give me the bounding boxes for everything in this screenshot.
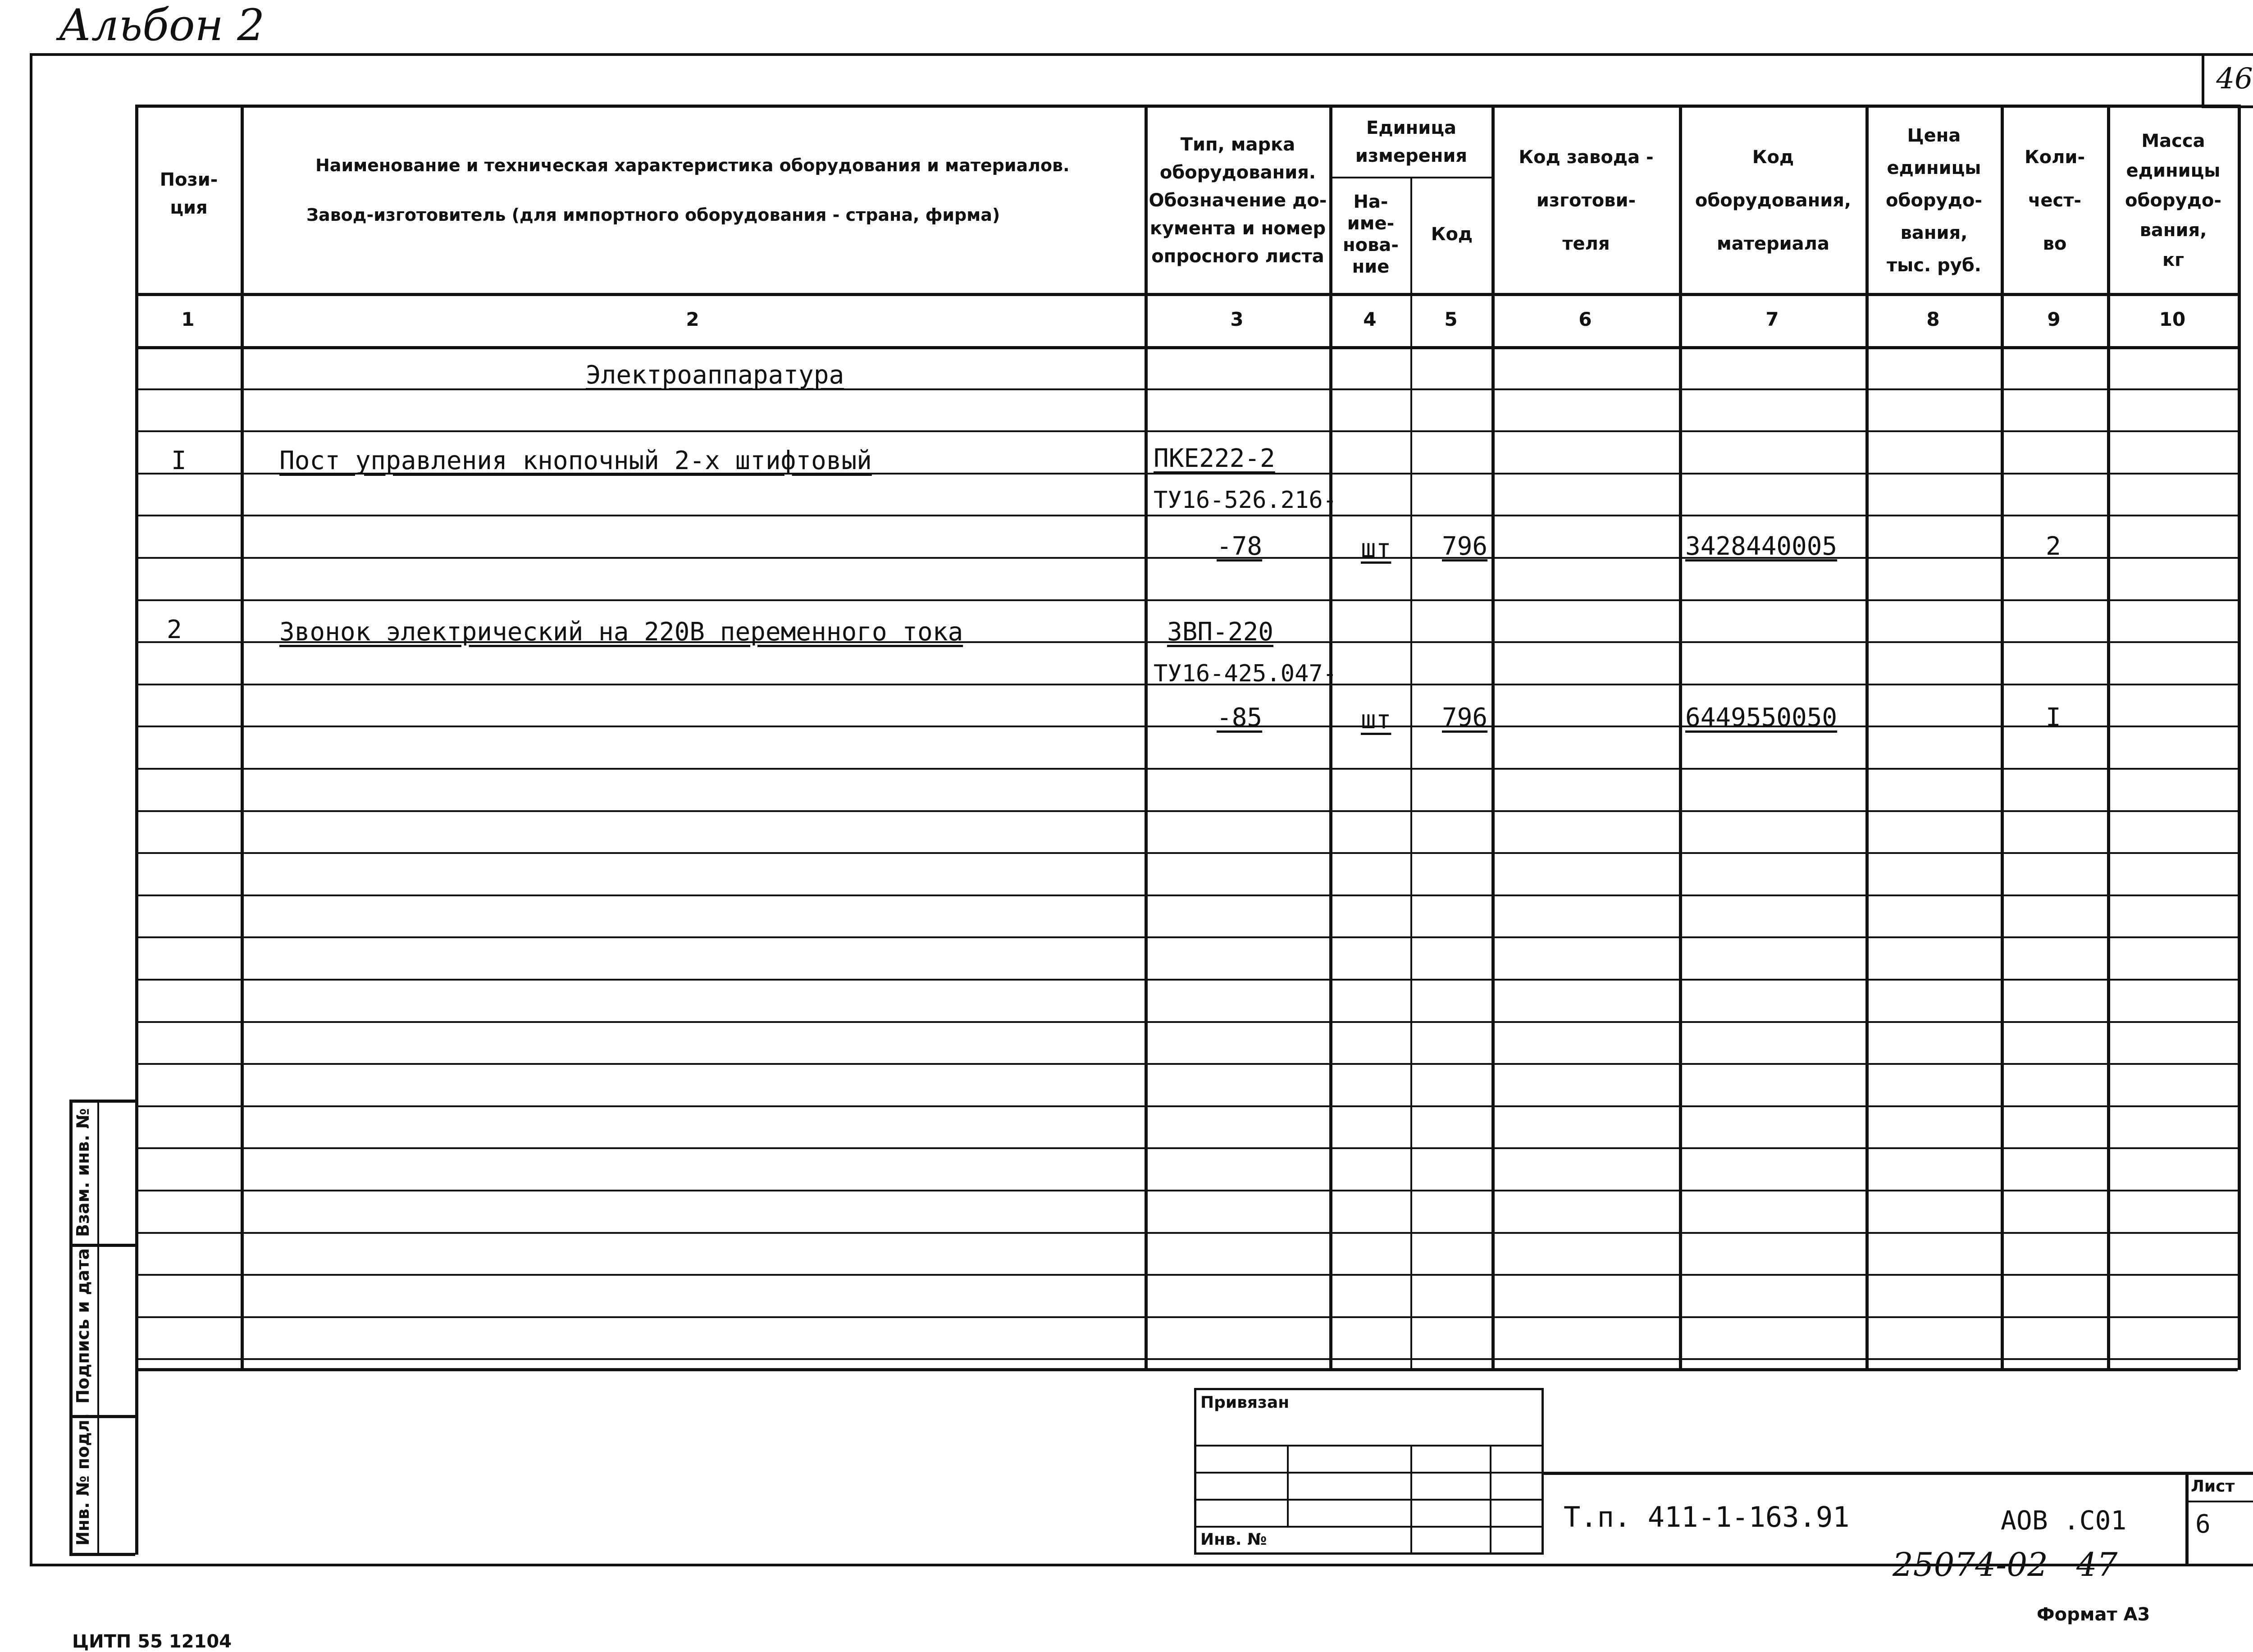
project-code <box>1564 1501 1850 1533</box>
header-unit-group: Единица измерения <box>1355 118 1468 166</box>
table-row-line <box>135 1190 2238 1191</box>
inv-label: Инв. № <box>1200 1530 1267 1549</box>
table-row-line <box>135 599 2238 601</box>
table-row-line <box>135 894 2238 896</box>
side-replacement-inv: Взам. инв. № <box>73 1108 93 1237</box>
table-row-line <box>135 810 2238 812</box>
header-name-line1: Наименование и техническая характеристика оборудования и материалов. <box>315 155 1070 175</box>
column-number-2: 2 <box>686 308 699 330</box>
header-price: Цена единицы оборудо- вания, тыс. руб. <box>1886 125 1982 276</box>
header-name-line2: Завод-изготовитель (для импортного оборудования - страна, фирма) <box>306 205 1000 225</box>
header-equipment-code: Код оборудования, материала <box>1695 147 1852 254</box>
column-number-6: 6 <box>1578 308 1592 330</box>
column-number-4: 4 <box>1363 308 1377 330</box>
header-unit-name: На- име- нова- ние <box>1342 192 1399 277</box>
print-stamp: ЦИТП 55 12104 <box>72 1631 232 1652</box>
archive-number: 25074-02 47 <box>1893 1546 2118 1584</box>
item-1-equipment-code: 3428440005 <box>1685 532 1838 561</box>
column-number-8: 8 <box>1926 308 1940 330</box>
item-1-unit-code: 796 <box>1442 532 1488 561</box>
album-note: Альбон 2 <box>59 0 265 50</box>
table-row-line <box>135 1063 2238 1065</box>
item-2-unit-name: шт <box>1361 705 1391 735</box>
side-inv-orig: Инв. № подл. <box>73 1413 93 1546</box>
sheet-number: 6 <box>2195 1510 2211 1539</box>
item-2-equipment-code: 6449550050 <box>1685 703 1838 732</box>
item-2-type-line-1: ЗВП-220 <box>1167 617 1274 647</box>
item-1-unit-name: шт <box>1361 534 1391 563</box>
table-row-line <box>135 430 2238 432</box>
item-1-quantity: 2 <box>2046 532 2061 561</box>
table-row-line <box>135 515 2238 516</box>
project-code-text: Т.п. 411-1-163.91 <box>1564 1501 1850 1533</box>
header-type: Тип, марка оборудования. Обозначение до- кумента и номер опросного листа <box>1149 134 1327 267</box>
header-position: Пози- ция <box>160 169 218 218</box>
column-number-3: 3 <box>1230 308 1244 330</box>
column-number-5: 5 <box>1444 308 1458 330</box>
item-1-type-line-2: ТУ16-526.216- <box>1154 487 1337 514</box>
table-row-line <box>135 1358 2238 1360</box>
header-factory-code: Код завода - изготови- теля <box>1519 147 1654 254</box>
table-row-line <box>135 979 2238 981</box>
column-number-1: 1 <box>181 308 195 330</box>
item-2-type-line-2: ТУ16-425.047- <box>1154 660 1337 687</box>
column-number-7: 7 <box>1765 308 1779 330</box>
item-2-quantity: I <box>2046 703 2061 732</box>
table-row-line <box>135 936 2238 938</box>
header-quantity: Коли- чест- во <box>2024 147 2085 254</box>
doc-code: АОВ .С01 <box>2001 1505 2127 1536</box>
item-1-type-line-1: ПКЕ222-2 <box>1154 444 1275 473</box>
format-label: Формат А3 <box>2037 1604 2150 1625</box>
table-row-line <box>135 1274 2238 1276</box>
page-number: 46 <box>2216 62 2253 96</box>
table-row-line <box>135 1105 2238 1107</box>
column-number-9: 9 <box>2047 308 2061 330</box>
item-1-type-line-3: -78 <box>1217 532 1263 561</box>
header-mass: Масса единицы оборудо- вания, кг <box>2125 131 2221 270</box>
table-row-line <box>135 726 2238 727</box>
table-row-line <box>135 768 2238 770</box>
sheet-label: Лист <box>2191 1477 2235 1496</box>
table-row-line <box>135 1232 2238 1234</box>
item-2-name: Звонок электрический на 220В переменного тока <box>279 617 963 647</box>
table-row-line <box>135 557 2238 559</box>
item-1-name: Пост управления кнопочный 2-х штифтовый <box>279 446 872 475</box>
item-1-position: I <box>171 446 187 475</box>
item-2-unit-code: 796 <box>1442 703 1488 732</box>
table-row-line <box>135 1021 2238 1023</box>
item-2-type-line-3: -85 <box>1217 703 1263 732</box>
table-row-line <box>135 1147 2238 1149</box>
bound-label: Привязан <box>1200 1393 1290 1412</box>
table-row-line <box>135 852 2238 854</box>
header-unit-code: Код <box>1431 224 1473 245</box>
item-2-position: 2 <box>167 615 182 644</box>
table-row-line <box>135 388 2238 390</box>
column-number-10: 10 <box>2159 308 2186 330</box>
table-row-line <box>135 1316 2238 1318</box>
side-signature-date: Подпись и дата <box>73 1248 93 1404</box>
section-title: Электроаппаратура <box>586 361 844 390</box>
